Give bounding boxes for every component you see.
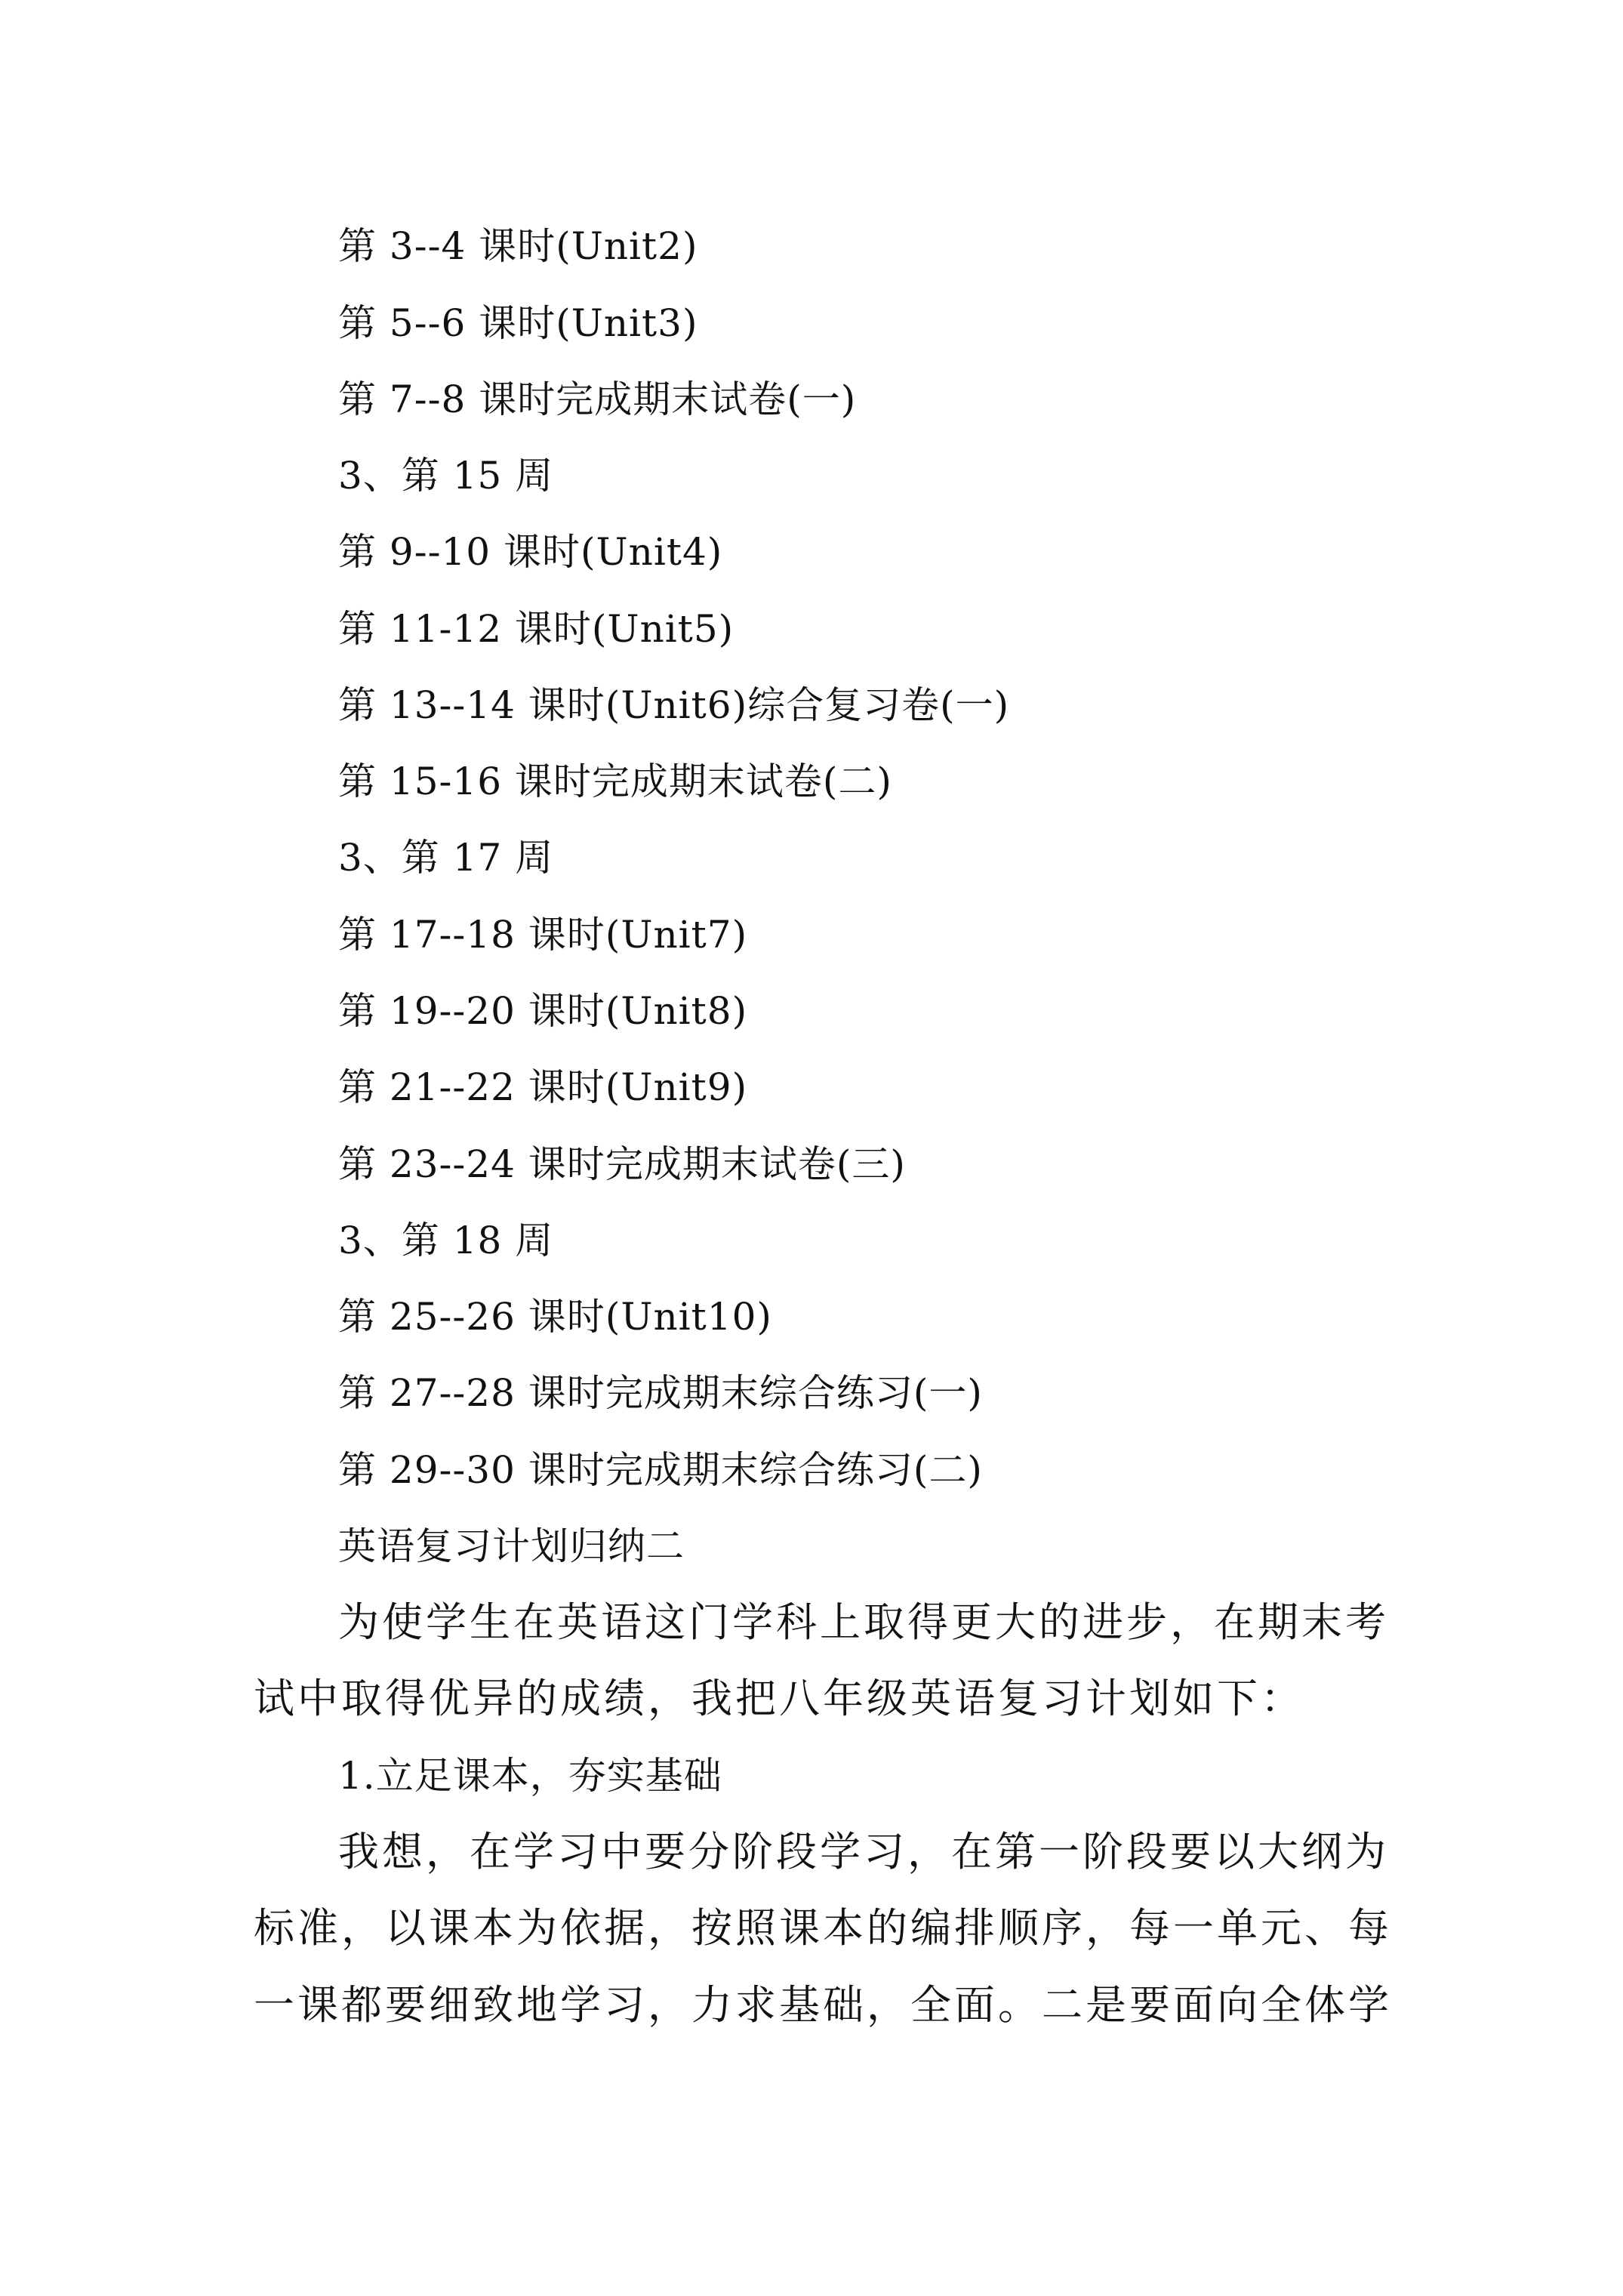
intro-paragraph-line: 为使学生在英语这门学科上取得更大的进步，在期末考 xyxy=(338,1598,1389,1646)
point-heading: 1.立足课本，夯实基础 xyxy=(338,1754,722,1798)
schedule-line: 第 19--20 课时(Unit8) xyxy=(338,989,748,1033)
body-paragraph-line: 标准，以课本为依据，按照课本的编排顺序，每一单元、每 xyxy=(254,1904,1392,1952)
schedule-line: 第 9--10 课时(Unit4) xyxy=(338,530,723,574)
schedule-line: 第 21--22 课时(Unit9) xyxy=(338,1065,748,1109)
intro-paragraph-line: 试中取得优异的成绩，我把八年级英语复习计划如下： xyxy=(254,1675,1304,1722)
week-heading: 3、第 15 周 xyxy=(338,454,554,498)
schedule-line: 第 27--28 课时完成期末综合练习(一) xyxy=(338,1371,983,1415)
section-title: 英语复习计划归纳二 xyxy=(338,1524,685,1568)
body-paragraph-line: 一课都要细致地学习，力求基础，全面。二是要面向全体学 xyxy=(254,1981,1392,2029)
week-heading: 3、第 17 周 xyxy=(338,836,554,880)
schedule-line: 第 7--8 课时完成期末试卷(一) xyxy=(338,378,857,421)
schedule-line: 第 5--6 课时(Unit3) xyxy=(338,301,698,345)
schedule-line: 第 17--18 课时(Unit7) xyxy=(338,913,748,957)
schedule-line: 第 23--24 课时完成期末试卷(三) xyxy=(338,1142,906,1186)
schedule-line: 第 15-16 课时完成期末试卷(二) xyxy=(338,760,892,803)
body-paragraph-line: 我想，在学习中要分阶段学习，在第一阶段要以大纲为 xyxy=(338,1828,1389,1875)
schedule-line: 第 29--30 课时完成期末综合练习(二) xyxy=(338,1448,983,1492)
week-heading: 3、第 18 周 xyxy=(338,1219,554,1262)
schedule-line: 第 13--14 课时(Unit6)综合复习卷(一) xyxy=(338,683,1010,727)
schedule-line: 第 11-12 课时(Unit5) xyxy=(338,607,735,651)
schedule-line: 第 25--26 课时(Unit10) xyxy=(338,1295,772,1339)
schedule-line: 第 3--4 课时(Unit2) xyxy=(338,224,698,268)
